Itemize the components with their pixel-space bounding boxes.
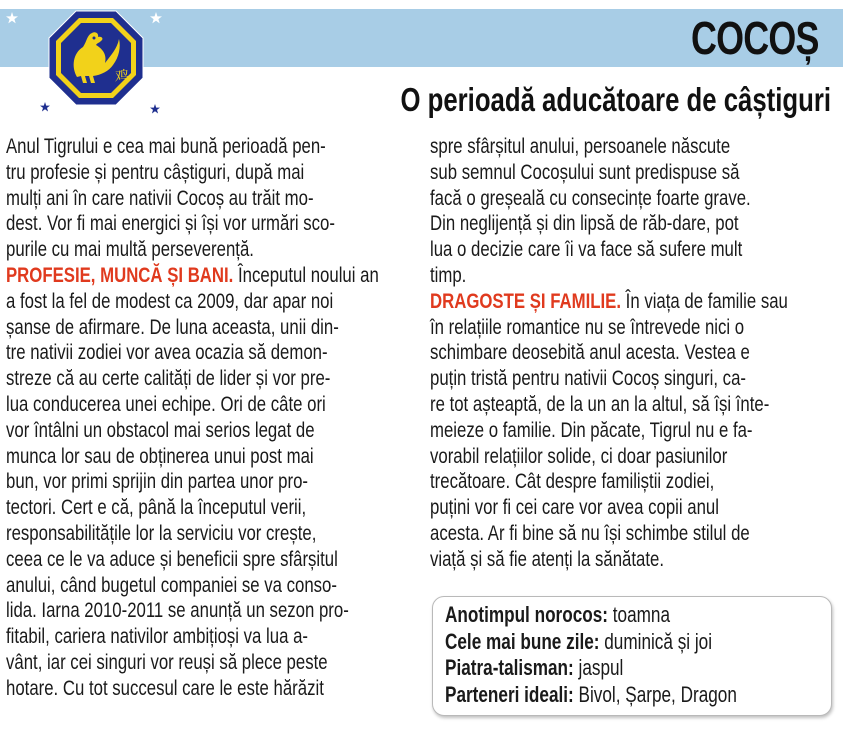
text-line <box>430 160 750 186</box>
text-line <box>430 469 750 495</box>
text-line <box>430 315 750 341</box>
text-line <box>430 366 750 392</box>
text-line <box>430 547 750 573</box>
line-text: mulți ani în care nativii Cocoș au trăit mo- <box>6 185 314 210</box>
text-line <box>430 340 750 366</box>
text-line <box>6 186 322 212</box>
line-text: viață și să fie atenți la sănătate. <box>430 546 664 571</box>
line-text: anului, când bugetul companiei se va conso- <box>6 572 337 597</box>
line-text: tre nativii zodiei vor avea ocazia să demon- <box>6 340 328 365</box>
line-text: lua conducerea unei echipe. Ori de câte ori <box>6 391 326 416</box>
line-text: lida. Iarna 2010-2011 se anunță un sezon pro- <box>6 598 349 623</box>
text-line <box>6 237 322 263</box>
line-text: vor întâlni un obstacol mai serios legat de <box>6 417 315 442</box>
line-text: dest. Vor fi mai energici și își vor urmări sco- <box>6 211 335 236</box>
line-text: vânt, iar cei singuri vor reuși să plece peste <box>6 649 328 674</box>
rooster-emblem-icon <box>47 9 145 107</box>
text-line <box>6 521 322 547</box>
text-line <box>6 366 331 392</box>
line-text: tru profesie și pentru câștiguri, după mai <box>6 159 305 184</box>
line-text: re tot așteaptă, de la un an la altul, să își înte- <box>430 391 770 416</box>
line-text: lua o decizie care îi va face să sufere mult <box>430 237 743 262</box>
text-line <box>6 649 328 676</box>
info-row <box>445 655 623 681</box>
text-line <box>6 134 326 160</box>
text-line <box>6 391 326 418</box>
text-line <box>6 598 349 624</box>
text-line <box>6 418 322 444</box>
line-text: trecătoare. Cât despre familiștii zodiei, <box>430 469 715 494</box>
star-icon <box>150 104 160 114</box>
line-text: streze că au certe calități de lider și vor pre- <box>6 366 331 391</box>
text-column-right <box>430 134 840 573</box>
info-row <box>445 602 670 628</box>
svg-text:鸡: 鸡 <box>115 69 129 85</box>
info-label: Piatra-talisman: <box>445 655 574 680</box>
info-value: Bivol, Șarpe, Dragon <box>573 681 737 707</box>
info-label: Cele mai bune zile: <box>445 628 600 654</box>
text-line <box>430 391 770 418</box>
line-text: puțin tristă pentru nativii Cocoș singuri, ca- <box>430 366 746 391</box>
line-text: facă o greșeală cu consecințe foarte grave. <box>430 185 751 210</box>
line-text: Anul Tigrului e cea mai bună perioadă pen- <box>6 134 326 158</box>
text-line <box>6 340 328 366</box>
line-text: meieze o familie. Din păcate, Tigrul nu e fa- <box>430 417 753 442</box>
star-icon <box>6 12 18 24</box>
text-line <box>430 186 750 212</box>
info-value: duminică și joi <box>599 628 713 654</box>
section-heading: DRAGOSTE ȘI FAMILIE. <box>430 288 622 313</box>
text-line <box>6 211 335 237</box>
text-line <box>430 495 750 521</box>
text-line <box>430 288 788 315</box>
line-text: șanse de afirmare. De luna aceasta, unii din- <box>6 314 339 339</box>
line-text: hotare. Cu tot succesul care le este hărăzit <box>6 675 324 700</box>
text-line <box>6 444 322 470</box>
text-line <box>6 572 337 599</box>
text-line <box>430 417 753 444</box>
line-text: În viața de familie sau <box>621 288 788 313</box>
line-text: fitabil, cariera nativilor ambițioși va lua a- <box>6 624 308 649</box>
text-line <box>6 262 379 289</box>
text-line <box>430 134 750 160</box>
text-line <box>430 211 750 237</box>
article-subtitle: O perioadă aducătoare de câștiguri <box>400 81 831 118</box>
info-label: Parteneri ideali: <box>445 681 574 707</box>
info-value: toamna <box>608 602 671 627</box>
line-text: acesta. Ar fi bine să nu își schimbe stilul de <box>430 520 750 545</box>
line-text: sub semnul Cocoșului sunt predispuse să <box>430 159 740 184</box>
line-text: schimbare deosebită anul acesta. Vestea e <box>430 340 750 365</box>
info-label: Anotimpul norocos: <box>445 602 609 627</box>
star-icon <box>40 102 50 112</box>
line-text: Din neglijență și din lipsă de răb-dare, pot <box>430 211 739 236</box>
line-text: spre sfârșitul anului, persoanele născute <box>430 134 731 158</box>
sign-title: COCOȘ <box>691 12 819 64</box>
line-text: în relațiile romantice nu se întrevede nici o <box>430 314 745 339</box>
line-text: bun, vor primi sprijin din partea unor pro- <box>6 469 309 494</box>
text-line <box>430 521 750 547</box>
line-text: vorabil relațiilor solide, ci doar pasiunilor <box>430 443 728 468</box>
section-heading: PROFESIE, MUNCĂ ȘI BANI. <box>6 262 234 287</box>
text-line <box>6 469 322 495</box>
text-line <box>430 263 750 289</box>
line-text: purile cu mai multă perseverență. <box>6 237 254 262</box>
line-text: timp. <box>430 262 467 287</box>
info-row <box>445 682 737 708</box>
line-text: tectori. Cert e că, până la începutul verii, <box>6 495 307 520</box>
star-icon <box>150 12 162 24</box>
text-line <box>430 237 750 263</box>
line-text: munca lor sau de obținerea unui post mai <box>6 443 314 468</box>
line-text: Începutul noului an <box>233 262 379 287</box>
info-row <box>445 629 712 655</box>
text-line <box>6 624 322 650</box>
text-line <box>6 676 322 702</box>
text-line <box>430 444 750 470</box>
text-line <box>6 495 322 521</box>
info-value: jaspul <box>573 655 624 680</box>
info-box <box>432 596 832 716</box>
text-line <box>6 546 338 573</box>
line-text: puțini vor fi cei care vor avea copii anul <box>430 495 719 520</box>
text-line <box>6 288 334 315</box>
text-line <box>6 160 322 186</box>
line-text: a fost la fel de modest ca 2009, dar apar noi <box>6 288 334 313</box>
line-text: responsabilitățile lor la serviciu vor crește, <box>6 520 317 545</box>
text-column-left <box>6 134 411 702</box>
text-line <box>6 314 339 341</box>
line-text: ceea ce le va aduce și beneficii spre sfârșitul <box>6 546 338 571</box>
